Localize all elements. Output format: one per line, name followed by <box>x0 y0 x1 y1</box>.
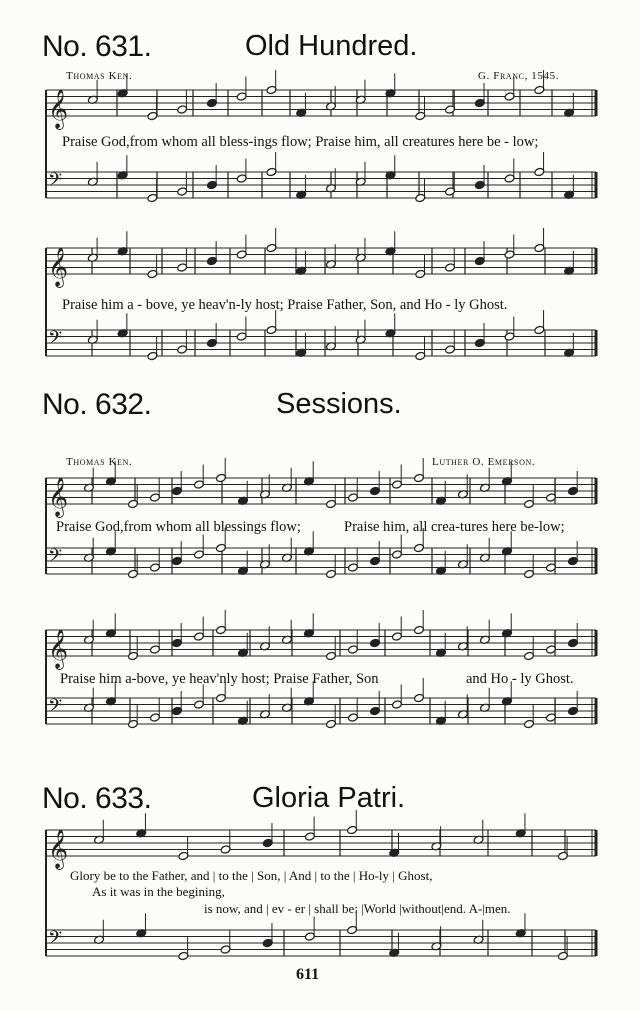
bass-clef-icon: 𝄢 <box>48 328 63 353</box>
staff <box>46 910 596 961</box>
hymn-632-lyrics-line-1a: Praise God,from whom all blessings flow; <box>56 519 301 535</box>
staff <box>46 152 596 203</box>
treble-clef-icon: 𝄞 <box>48 829 69 869</box>
hymn-633-lyrics-line-1: Glory be to the Father, and | to the | Son, | And | to the | Ho-ly | Ghost, <box>70 868 433 883</box>
hymn-633-lyrics-line-3: is now, and | ev - er | shall be: |World |without|end. A-|men. <box>204 901 511 916</box>
staff <box>46 458 596 518</box>
hymn-633-number: No. 633. <box>42 782 152 815</box>
hymn-631-lyrics-line-1: Praise God,from whom all bless-ings flow; Praise him, all creatures here be - low; <box>62 134 539 150</box>
staff <box>46 678 596 729</box>
hymn-631-number: No. 631. <box>42 30 152 63</box>
treble-clef-icon: 𝄞 <box>48 247 69 287</box>
hymn-632-tune-name: Sessions. <box>276 388 402 420</box>
treble-clef-icon: 𝄞 <box>48 477 69 517</box>
bass-clef-icon: 𝄢 <box>48 546 63 571</box>
hymn-632-music-credit: Luther O. Emerson. <box>432 456 536 468</box>
hymn-631-music-credit: G. Franc, 1545. <box>478 70 560 82</box>
staff <box>46 528 596 579</box>
treble-clef-icon: 𝄞 <box>48 89 69 129</box>
hymn-633-lyrics-line-2: As it was in the begining, <box>92 884 225 899</box>
page-number: 611 <box>296 966 320 983</box>
hymn-633-tune-name: Gloria Patri. <box>252 782 406 814</box>
hymn-631-lyrics-line-2: Praise him a - bove, ye heav'n-ly host; Praise Father, Son, and Ho - ly Ghost. <box>62 297 508 313</box>
hymn-632-number: No. 632. <box>42 388 152 421</box>
hymn-632-lyrics-line-2b: and Ho - ly Ghost. <box>466 671 574 687</box>
staff <box>46 70 596 130</box>
staff <box>46 610 596 670</box>
staff <box>46 228 596 288</box>
hymn-632-lyrics-line-2a: Praise him a-bove, ye heav'nly host; Praise Father, Son <box>60 671 379 687</box>
hymn-631-tune-name: Old Hundred. <box>245 30 418 62</box>
hymn-632-lyrics-line-1b: Praise him, all crea-tures here be-low; <box>344 519 565 535</box>
treble-clef-icon: 𝄞 <box>48 629 69 669</box>
bass-clef-icon: 𝄢 <box>48 170 63 195</box>
staff <box>46 810 596 870</box>
hymn-632-words-credit: Thomas Ken. <box>66 456 133 468</box>
bass-clef-icon: 𝄢 <box>48 696 63 721</box>
staff <box>46 310 596 361</box>
bass-clef-icon: 𝄢 <box>48 928 63 953</box>
hymn-631-words-credit: Thomas Ken. <box>66 70 133 82</box>
